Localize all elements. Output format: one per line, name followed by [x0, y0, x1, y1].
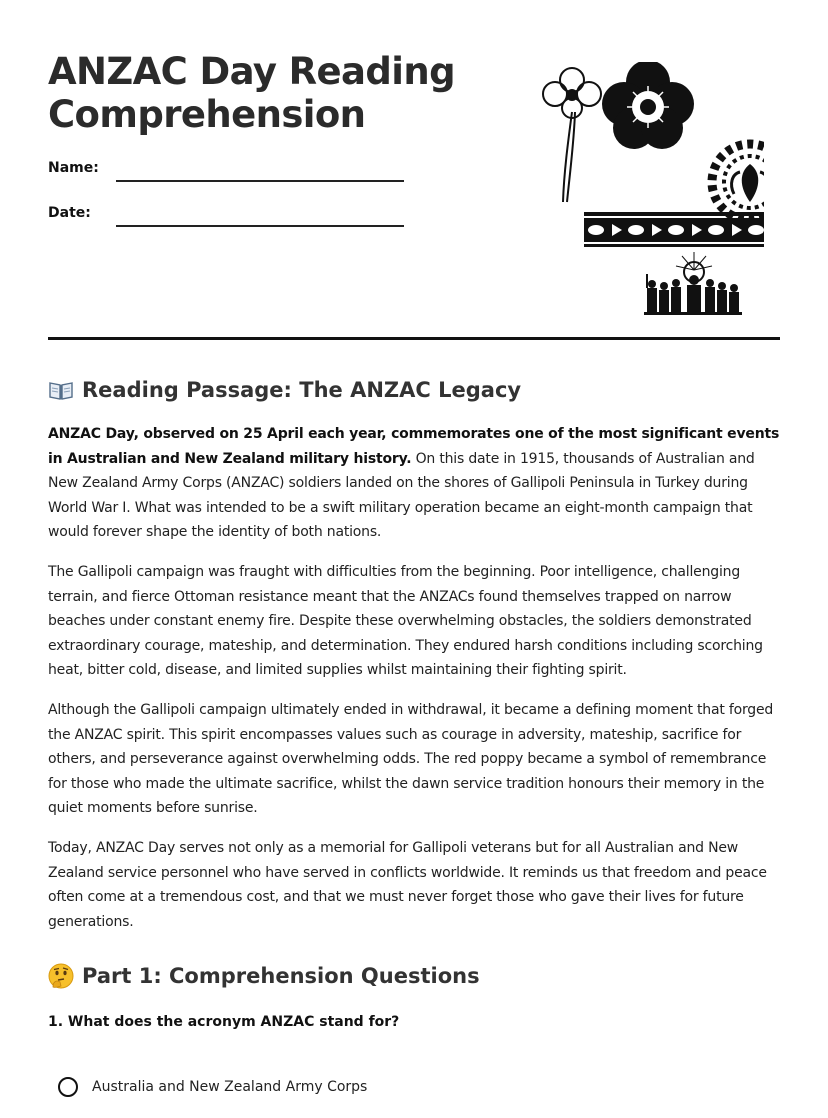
date-label: Date: — [48, 205, 91, 221]
thinking-face-icon — [48, 963, 74, 989]
comprehension-questions-title: Part 1: Comprehension Questions — [82, 964, 480, 988]
anzac-illustration — [534, 62, 764, 318]
title-line-1: ANZAC Day Reading — [48, 50, 455, 93]
passage-paragraph-2: The Gallipoli campaign was fraught with difficulties from the beginning. Poor intelligence, challenging terrain, and fierce Ottoman resistance meant that the ANZACs found themselves trapped on narrow beaches under constant enemy fire. Despite these overwhelming obstacles, the soldiers demonstrated extraordinary courage, mateship, and determination. They endured harsh conditions including scorching heat, bitter cold, disease, and limited supplies whilst maintaining their fighting spirit. — [48, 563, 763, 679]
question-1-option-1[interactable] — [58, 1077, 367, 1097]
radio-button[interactable] — [58, 1077, 78, 1097]
question-1: 1. What does the acronym ANZAC stand for? — [48, 1014, 400, 1030]
passage-paragraph-4: Today, ANZAC Day serves not only as a memorial for Gallipoli veterans but for all Australian and New Zealand service personnel who have served in conflicts worldwide. It reminds us that freedom and peace often come at a tremendous cost, and that we must never forget those who gave their lives for future generations. — [48, 839, 767, 930]
passage-paragraph-3: Although the Gallipoli campaign ultimately ended in withdrawal, it became a defining moment that forged the ANZAC spirit. This spirit encompasses values such as courage in adversity, mateship, sacrifice for others, and perseverance against overwhelming odds. The red poppy became a symbol of remembrance for those who made the ultimate sacrifice, whilst the dawn service tradition honours their memory in the quiet moments before sunrise. — [48, 701, 774, 817]
reading-passage-heading — [48, 376, 521, 404]
reading-passage — [48, 422, 784, 949]
solid-poppy-icon — [602, 62, 694, 149]
header-divider — [48, 337, 780, 340]
name-line[interactable] — [116, 180, 404, 182]
open-book-icon — [48, 377, 74, 403]
outline-poppy-icon — [543, 68, 601, 202]
worksheet-header — [48, 50, 780, 318]
decorative-band-icon — [584, 212, 764, 247]
name-label: Name: — [48, 160, 99, 176]
date-line[interactable] — [116, 225, 404, 227]
passage-paragraph-1-text: On this date in 1915, thousands of Australian and New Zealand Army Corps (ANZAC) soldiers landed on the shores of Gallipoli Peninsula in Turkey during World War I. What was intended to be a swift military operation became an eight-month campaign that would forever shape the identity of both nations. — [48, 450, 755, 541]
reading-passage-title: Reading Passage: The ANZAC Legacy — [82, 378, 522, 402]
dawn-service-silhouette-icon — [644, 252, 742, 315]
ornamental-emblem-icon — [712, 144, 764, 220]
passage-paragraph-1 — [48, 422, 784, 545]
title-line-2: Comprehension — [48, 93, 366, 136]
question-1-option-1-label: Australia and New Zealand Army Corps — [92, 1079, 368, 1095]
passage-lead-sentence: ANZAC Day, observed on 25 April each year, commemorates one of the most significant events in Australian and New Zealand military history. — [48, 426, 780, 467]
comprehension-questions-heading — [48, 962, 480, 990]
